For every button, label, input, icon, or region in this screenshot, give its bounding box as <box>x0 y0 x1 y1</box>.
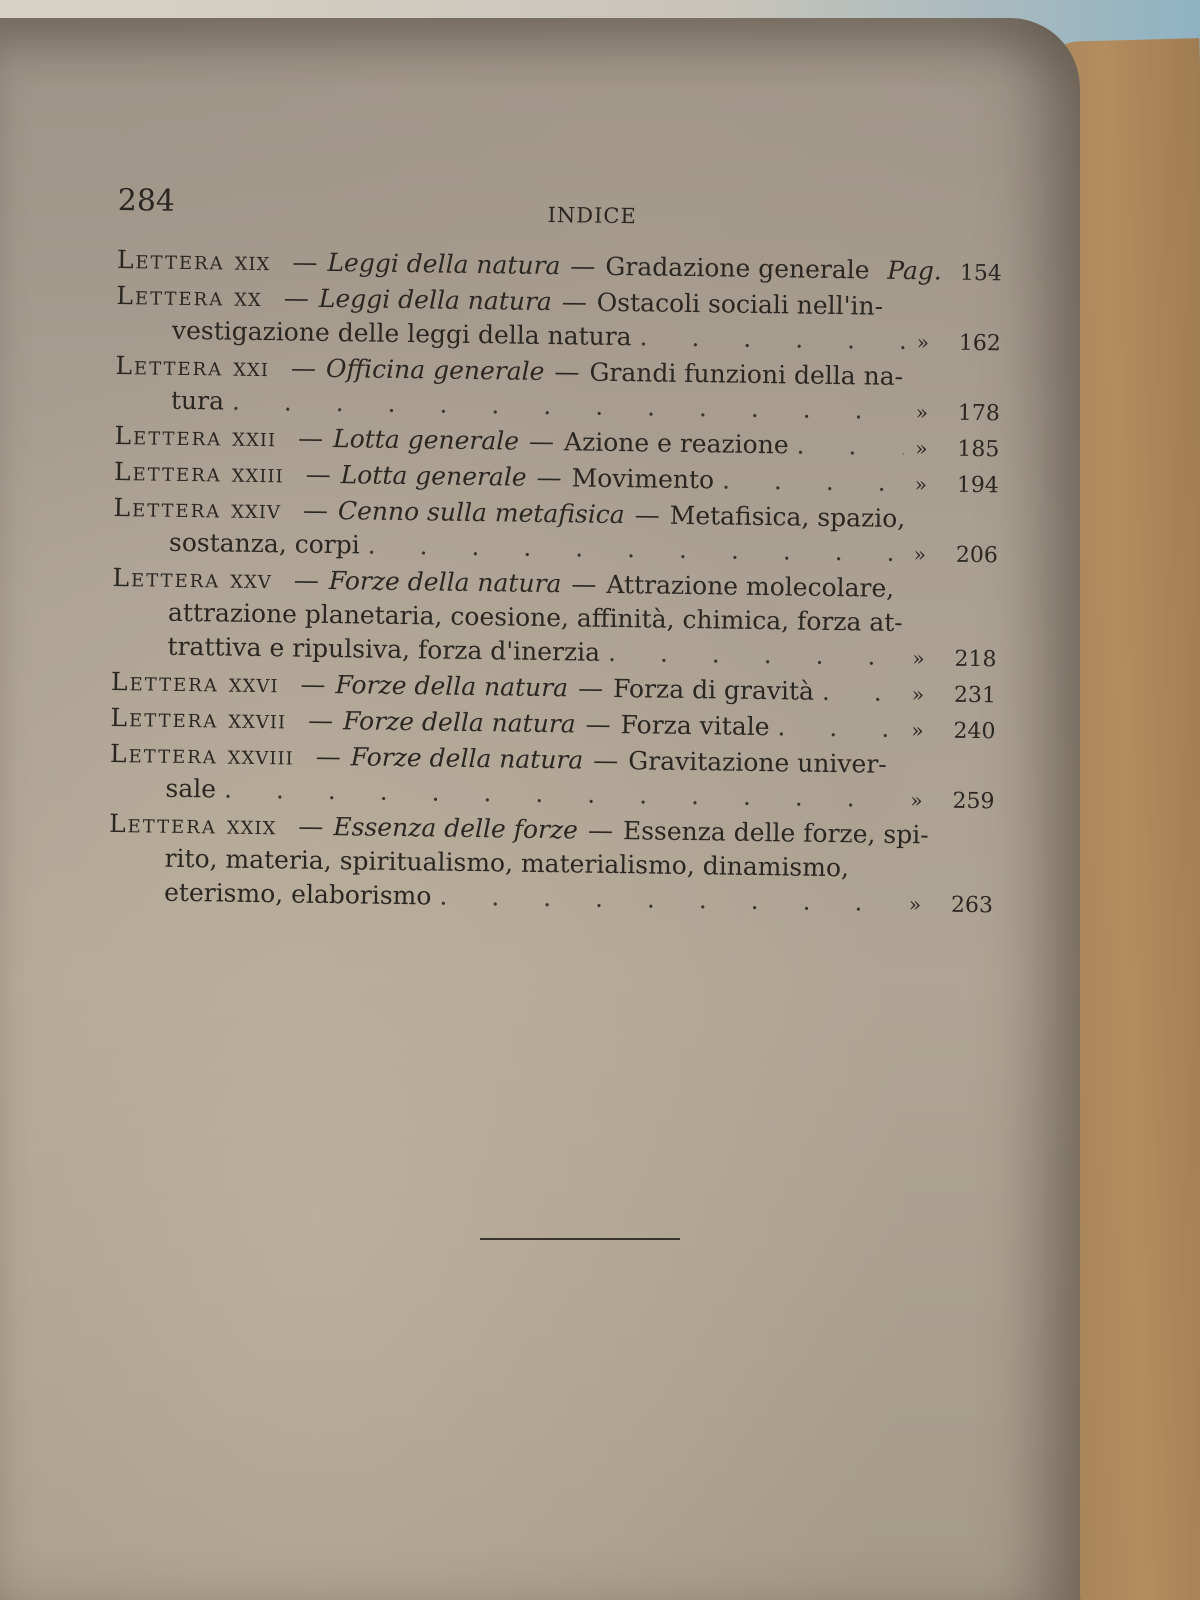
entry-page-number: 162 <box>958 330 1002 357</box>
entry-title-line: rito, materia, spiritualismo, materialismo, dinamismo, <box>164 843 850 883</box>
index-entry <box>115 349 1001 431</box>
em-dash: — <box>292 247 318 277</box>
entry-numeral: xxix <box>226 810 277 841</box>
entry-subject: Lotta generale <box>332 424 520 456</box>
entry-label: Lettera <box>109 738 219 770</box>
entry-page-number: 259 <box>952 788 995 815</box>
entry-numeral: xxvi <box>228 668 279 699</box>
em-dash: — <box>587 815 614 845</box>
entry-label: Lettera <box>116 244 225 276</box>
entry-subject: Leggi della natura <box>318 283 553 317</box>
entry-title-line: sostanza, corpi <box>168 527 360 560</box>
entry-title-line: Movimento <box>571 463 715 495</box>
index-entry <box>116 279 1002 361</box>
em-dash: — <box>315 741 341 772</box>
index-content <box>108 183 1003 923</box>
entry-page-number: 263 <box>950 892 994 919</box>
entry-page-number: 218 <box>954 646 997 673</box>
em-dash: — <box>298 811 324 841</box>
entry-title-line: Ostacoli sociali nell'in- <box>596 287 884 321</box>
entry-title-line: Attrazione molecolare, <box>606 569 895 603</box>
entry-title-line: Metafisica, spazio, <box>669 500 906 534</box>
entry-page-number: 231 <box>953 682 997 709</box>
em-dash: — <box>293 565 320 595</box>
entry-numeral: xxiv <box>231 494 282 525</box>
entry-label: Lettera <box>115 350 224 382</box>
index-entry <box>111 561 997 677</box>
entry-label: Lettera <box>108 808 218 840</box>
dot-leader <box>796 429 903 464</box>
entry-title-line: sale <box>165 773 217 804</box>
entry-page-number: 206 <box>955 542 999 569</box>
em-dash: — <box>528 426 555 457</box>
entry-page-number: 154 <box>959 260 1002 287</box>
em-dash: — <box>536 462 562 493</box>
entry-title-line: Essenza delle forze, spi- <box>622 816 929 850</box>
entry-title-line: eterismo, elaborismo <box>163 877 432 911</box>
entry-numeral: xxviii <box>227 740 294 771</box>
entry-numeral: xxv <box>230 564 273 595</box>
entry-numeral: xx <box>233 282 263 313</box>
entry-title-line: vestigazione delle leggi della natura <box>171 315 632 352</box>
em-dash: — <box>300 669 326 699</box>
index-entry <box>109 737 995 819</box>
entry-numeral: xxiii <box>231 458 284 489</box>
dot-leader <box>367 529 902 570</box>
em-dash: — <box>593 745 619 776</box>
em-dash: — <box>283 283 310 313</box>
dot-leader <box>439 880 897 920</box>
page-header <box>117 183 1003 255</box>
entry-title-line: Grandi funzioni della na- <box>589 357 904 391</box>
ditto-mark: » <box>908 892 922 917</box>
entry-subject: Forze della natura <box>335 670 569 703</box>
book-page <box>0 18 1080 1600</box>
em-dash: — <box>634 500 660 530</box>
running-title: INDICE <box>547 203 637 229</box>
entry-subject: Essenza delle forze <box>333 812 579 845</box>
entry-subject: Lotta generale <box>340 460 527 492</box>
ditto-mark: » <box>911 718 924 743</box>
ditto-mark: » <box>915 400 929 425</box>
entry-label: Lettera <box>112 562 221 594</box>
entry-subject: Forze della natura <box>342 706 576 739</box>
dot-leader <box>608 636 901 674</box>
dot-leader <box>777 710 899 746</box>
em-dash: — <box>305 459 331 489</box>
entry-page-number: 178 <box>957 400 1001 427</box>
entry-subject: Officina generale <box>325 353 545 386</box>
entry-title-line: Forza vitale <box>620 710 770 742</box>
entry-label: Lettera <box>110 666 220 698</box>
dot-leader <box>639 320 905 358</box>
em-dash: — <box>561 287 588 317</box>
entry-page-number: 240 <box>953 718 996 745</box>
dot-leader <box>877 254 879 288</box>
entry-title-line: Gradazione generale <box>605 251 870 285</box>
entry-title-line: tura <box>170 385 225 416</box>
entry-subject: Cenno sulla metafisica <box>337 496 625 530</box>
ditto-mark: » <box>913 542 927 567</box>
entry-title-line: Forza di gravità <box>612 673 815 706</box>
em-dash: — <box>585 709 611 739</box>
index-entries <box>108 243 1002 923</box>
dot-leader <box>722 463 903 500</box>
entry-label: Lettera <box>110 702 219 734</box>
index-entry <box>113 491 999 573</box>
entry-page-number: 194 <box>956 472 1000 499</box>
em-dash: — <box>570 251 596 281</box>
em-dash: — <box>290 353 317 383</box>
ditto-mark: » <box>914 472 928 497</box>
page-number: 284 <box>117 183 176 219</box>
em-dash: — <box>307 705 334 736</box>
entry-label: Lettera <box>116 280 225 312</box>
ditto-mark: » <box>916 330 930 355</box>
em-dash: — <box>554 357 580 387</box>
entry-title-line: Gravitazione univer- <box>628 746 887 779</box>
index-entry <box>108 807 994 923</box>
entry-title-line: attrazione planetaria, coesione, affinità, chimica, forza at- <box>167 597 903 637</box>
ditto-mark: » <box>911 682 925 707</box>
em-dash: — <box>297 423 324 453</box>
entry-numeral: xix <box>234 246 271 277</box>
entry-title-line: trattiva e ripulsiva, forza d'inerzia <box>167 631 601 667</box>
entry-subject: Leggi della natura <box>327 247 561 281</box>
entry-label: Lettera <box>113 492 222 524</box>
entry-page-number: 185 <box>957 436 1000 463</box>
entry-numeral: xxii <box>232 422 277 453</box>
em-dash: — <box>577 673 604 703</box>
entry-subject: Forze della natura <box>328 565 562 599</box>
pag-abbrev: Pag. <box>887 255 943 286</box>
entry-subject: Forze della natura <box>350 742 584 775</box>
closing-rule <box>480 1238 680 1240</box>
entry-numeral: xxi <box>233 352 270 383</box>
em-dash: — <box>571 569 597 599</box>
entry-label: Lettera <box>113 456 222 488</box>
entry-numeral: xxvii <box>228 704 287 735</box>
ditto-mark: » <box>915 436 928 461</box>
ditto-mark: » <box>912 646 925 671</box>
em-dash: — <box>302 495 329 525</box>
ditto-mark: » <box>910 788 923 813</box>
entry-title-line: Azione e reazione <box>563 427 789 460</box>
dot-leader <box>822 675 900 710</box>
entry-label: Lettera <box>114 420 223 452</box>
